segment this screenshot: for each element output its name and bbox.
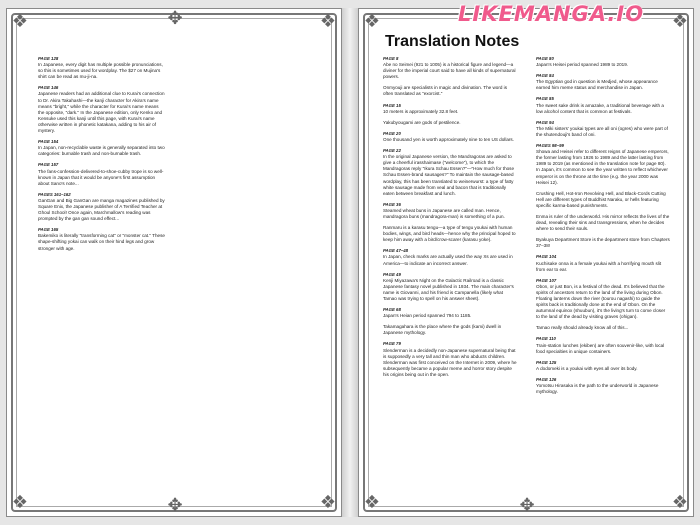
- note-text: In Japan, non-recyclable waste is generally separated into two categories: burnable trash and non-burnable trash.: [38, 145, 165, 157]
- note-text: The Miki sisters' youkai types are all oni (ogres) who were part of the shutendouji's band of oni.: [536, 125, 668, 137]
- note-page-ref: PAGE 80: [536, 56, 554, 61]
- note-text: Kenji Miyazawa's Night on the Galactic Railroad is a classic Japanese fantasy novel published in 1934. The main character's name is Giovanni, and his friend is Campanella (likely what Tamao was trying to spell on his answer sheet).: [383, 277, 514, 301]
- translation-note: [383, 272, 517, 302]
- note-text: The sweet sake drink is amazake, a traditional beverage with a low alcohol content that is common at festivals.: [536, 102, 664, 114]
- note-page-ref: PAGE 126: [536, 376, 557, 382]
- note-page-ref: PAGE 68: [383, 307, 401, 313]
- corner-ornament-icon: ❖: [363, 492, 381, 513]
- translation-note: [383, 120, 517, 126]
- note-page-ref: PAGE 20: [383, 130, 401, 136]
- note-text: Yomotsu Hirasaka is the path to the underworld in Japanese mythology.: [536, 383, 659, 395]
- note-text: Ranmaru is a karasu tengu—a type of tengu youkai with human bodies, wings, and bird heads—hence why the principal hoped to keep him away with a bird/crow-scarer (karasu yoke).: [383, 225, 516, 243]
- note-text: In Japan, check marks are actually used the way Xs are used in America—to indicate an incorrect answer.: [383, 254, 513, 266]
- bottom-ornament-icon: ✥: [167, 495, 183, 516]
- note-text: In the original Japanese version, the Mandragoras are asked to give a cheerful irasshaimase ("welcome"), to which the Mandragoras reply "Ikura Schau Essen?"—"How much for those Schau Essen-brand sausages?" To maintain the sausage-based wordplay, this has been translated to weinerwurst: a type of fatty white sausage made from veal and bacon that is traditionally eaten between breakfast and lunch.: [383, 154, 515, 196]
- note-page-ref: PAGE 125: [536, 359, 557, 365]
- note-text: The fans-confession-delivered-to-shoe-cubby trope is so well-known in Japan that it would be anyone's first assumption about Sano's note...: [38, 168, 164, 186]
- middle-notes-column: [383, 56, 517, 383]
- note-page-ref: PAGE 47–48: [383, 248, 409, 254]
- note-text: Japanese readers had an additional clue to Kurai's connection to Dr. Akira Takahashi—the kanji character for Akira's name means "bright," while the character for Kurai's name means the opposite, "dark." In the Japanese edition, only Kenko and Kensuke used this kanji until this page, with Kurai's name otherwise written in phonetic katakana, adding to his air of mystery.: [38, 91, 165, 134]
- top-ornament-icon: ✥: [167, 8, 183, 29]
- note-page-ref: PAGE 22: [383, 148, 401, 154]
- note-page-ref: PAGE 8: [383, 56, 399, 61]
- translation-note: [383, 103, 517, 115]
- translation-note: [536, 377, 670, 395]
- note-text: GanGan and Big GanGan are manga magazines published by Square Enix, the Japanese publisher of A Terrified Teacher at Ghoul School! Once again, Marchmallow's reading was prompted by the gan gan sound effect...: [38, 197, 165, 222]
- note-page-ref: PAGE 146: [38, 85, 59, 91]
- translation-note: [536, 120, 670, 138]
- translation-note: [536, 336, 670, 354]
- note-text: Enma is ruler of the underworld. His mirror reflects the lives of the dead, revealing their sins and transgressions, when he decides where to send their souls.: [536, 213, 670, 232]
- note-page-ref: PAGE 94: [536, 119, 554, 125]
- translation-note: [536, 73, 670, 91]
- translation-note: [536, 278, 670, 321]
- note-text: Onmyouji are specialists in magic and divination. The word is often translated as "exorcist.": [383, 85, 508, 97]
- note-text: Kuchisake onna is a female youkai with a horrifying mouth slit from ear to ear.: [536, 260, 662, 272]
- translation-note: [383, 85, 517, 97]
- translation-note: [536, 214, 670, 232]
- note-text: In Japanese, every digit has multiple possible pronunciations, so this is sometimes used for wordplay. The $27 on Mujina's shirt can be read as mu-ji-na.: [38, 62, 163, 80]
- note-page-ref: PAGE 110: [536, 336, 556, 342]
- corner-ornament-icon: ❖: [363, 11, 381, 32]
- note-page-ref: PAGE 15: [383, 102, 401, 108]
- note-text: Obon, or just Bon, is a festival of the dead. It's believed that the spirits of ancestors return to the land of the living during Obon. Floating lanterns down the river (tourou nagashi) to guide the spirits back is traditionally done at the end of Obon. On the autumnal equinox (shuubun), it's the living's turn to come closer to the land of the dead by visiting graves (ohigan).: [536, 283, 666, 320]
- note-page-ref: PAGE 49: [383, 271, 401, 277]
- note-page-ref: PAGES 98–99: [536, 143, 564, 149]
- translation-note: [38, 227, 166, 251]
- bottom-ornament-icon: ✥: [519, 495, 535, 516]
- note-page-ref: PAGE 154: [38, 139, 59, 145]
- translation-note: [38, 139, 166, 157]
- note-page-ref: PAGES 161–162: [38, 191, 71, 197]
- translation-note: [383, 225, 517, 243]
- translation-note: [38, 192, 166, 222]
- translation-note: [536, 360, 670, 372]
- note-page-ref: PAGE 104: [536, 254, 557, 260]
- note-page-ref: PAGE 165: [38, 227, 59, 233]
- note-text: Showa and Heisei refer to different reigns of Japanese emperors, the former lasting from 1926 to 1989 and the latter lasting from 1989 to 2019 (as mentioned in the translation note for page 80). In Japan, it's common to see the year written to reflect whichever emperor is on the throne at the time (e.g. the year 2000 was Heisei 12).: [536, 149, 669, 185]
- translation-note: [383, 56, 517, 80]
- page-title: Translation Notes: [385, 33, 520, 50]
- translation-note: [536, 143, 670, 186]
- note-text: Yakubyougami are gods of pestilence.: [383, 119, 461, 125]
- translation-note: [536, 325, 670, 331]
- note-text: Abe no Seimei (921 to 1005) is a historical figure and legend—a diviner for the imperial court said to have all kinds of supernatural powers.: [383, 62, 516, 80]
- translation-note: [383, 341, 517, 378]
- translation-note: [38, 162, 166, 186]
- note-text: Tamao really should already know all of this...: [536, 325, 629, 331]
- corner-ornament-icon: ❖: [671, 11, 689, 32]
- translation-note: [536, 254, 670, 272]
- note-page-ref: PAGE 79: [383, 341, 401, 347]
- note-text: Bakemiko is literally "transforming cat" or "monster cat." These shape-shifting yokai can walk on their hind legs and grow stronger with age.: [38, 233, 165, 251]
- site-watermark: LIKEMANGA.IO: [458, 2, 645, 26]
- note-text: Takamagahara is the place where the gods (kami) dwell in Japanese mythology.: [383, 324, 502, 336]
- translation-note: [383, 248, 517, 266]
- translation-note: [383, 324, 517, 336]
- right-notes-column: [536, 56, 670, 400]
- translation-note: [383, 202, 517, 220]
- note-text: Japan's Heisei period spanned 1989 to 2019.: [536, 62, 629, 68]
- translation-note: [383, 131, 517, 143]
- translation-note: [536, 96, 670, 114]
- translation-note: [536, 237, 670, 249]
- note-page-ref: PAGE 128: [38, 56, 59, 61]
- corner-ornament-icon: ❖: [319, 11, 337, 32]
- translation-note: [536, 56, 670, 68]
- corner-ornament-icon: ❖: [11, 492, 29, 513]
- translation-note: [383, 148, 517, 197]
- book-spine: [342, 8, 358, 517]
- left-notes-column: [38, 56, 166, 257]
- note-page-ref: PAGE 157: [38, 162, 59, 168]
- note-text: 10 meters is approximately 32.8 feet.: [383, 108, 459, 114]
- note-text: Slenderman is a decidedly non-Japanese supernatural being that is supposedly a very tall and thin man who abducts children. Slenderman was first conceived on the Internet in 2009, where he subsequently became a popular meme and horror story despite his origins being out in the open.: [383, 347, 517, 377]
- note-text: Byakuya Department Store is the department store from Chapters 37–38!: [536, 237, 670, 249]
- translation-note: [38, 56, 166, 80]
- corner-ornament-icon: ❖: [671, 492, 689, 513]
- note-page-ref: PAGE 36: [383, 201, 401, 207]
- note-text: The Egyptian god in question is Medjed, whose appearance earned him meme status and merchandise in Japan.: [536, 79, 658, 91]
- note-text: A dodomeki is a youkai with eyes all over its body.: [536, 365, 638, 371]
- note-text: One thousand yen is worth approximately nine to ten US dollars.: [383, 136, 514, 142]
- corner-ornament-icon: ❖: [319, 492, 337, 513]
- note-text: Steamed wheat buns in Japanese are called man. Hence, mandragora buns (mandragora-man) is something of a pun.: [383, 207, 505, 219]
- note-text: Crushing Hell, Hot-Iron Revolving Hell, and Black-Cords Cutting Hell are different types of Buddhist Naraku, or hells featuring specific karma-based punishments.: [536, 190, 666, 208]
- translation-note: [536, 191, 670, 209]
- corner-ornament-icon: ❖: [11, 11, 29, 32]
- note-text: Train-station lunches (ekiben) are often souvenir-like, with local food specialties in unique containers.: [536, 342, 665, 354]
- note-text: Japan's Heian period spanned 794 to 1185.: [383, 313, 472, 319]
- note-page-ref: PAGE 107: [536, 277, 557, 283]
- translation-note: [383, 307, 517, 319]
- translation-note: [38, 85, 166, 134]
- note-page-ref: PAGE 84: [536, 73, 554, 79]
- note-page-ref: PAGE 85: [536, 96, 554, 102]
